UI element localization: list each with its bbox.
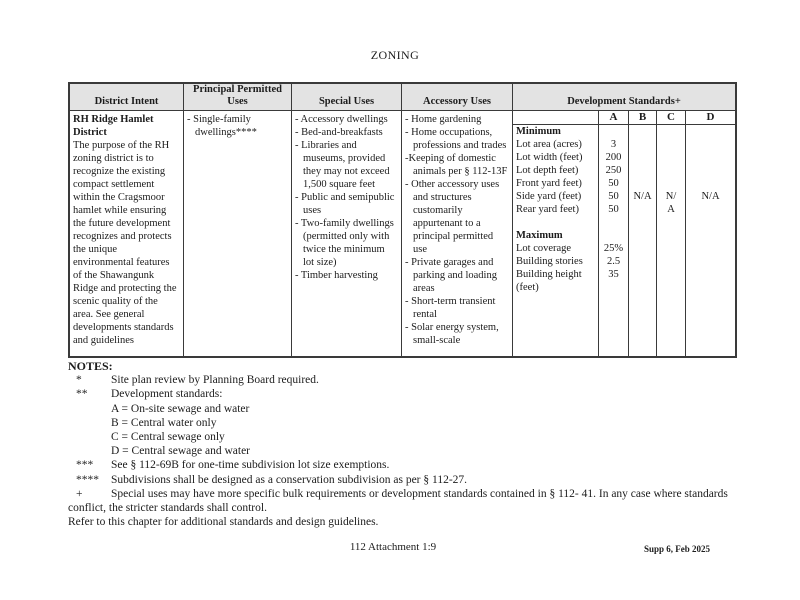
list-item: - Public and semipublic uses	[295, 192, 395, 216]
dev-row-label: Front yard feet)	[516, 178, 582, 189]
notes-section	[68, 359, 740, 529]
notes-trailer: Refer to this chapter for additional standards and design guidelines.	[68, 516, 379, 529]
note-text: Special uses may have more specific bulk requirements or development standards contained in § 112- 41. In any case where standards conflict, the stricter standards shall control.	[68, 487, 728, 515]
dev-value-c	[657, 151, 685, 164]
dev-value-d	[686, 268, 735, 281]
dev-row-label: Lot area (acres)	[516, 139, 582, 150]
cell-special-uses	[292, 111, 401, 356]
note-marker	[68, 416, 111, 430]
dev-value-b	[629, 203, 656, 216]
header-accessory-uses: Accessory Uses	[402, 84, 512, 111]
header-special-uses: Special Uses	[292, 84, 401, 111]
dev-standards-subheader-d: D	[686, 111, 735, 125]
list-item: - Solar energy system, small-scale	[405, 322, 499, 346]
column-development-standards	[513, 84, 735, 356]
dev-standards-subheader-b: B	[629, 111, 656, 125]
dev-value-c	[657, 242, 685, 255]
dev-standards-column-c	[656, 111, 685, 356]
column-accessory-uses	[402, 84, 513, 356]
dev-value-c	[657, 177, 685, 190]
dev-value-a	[599, 216, 628, 229]
dev-value-b	[629, 177, 656, 190]
note-row	[68, 402, 740, 416]
dev-value-a: 3	[610, 139, 617, 150]
page-title: ZONING	[370, 48, 420, 62]
dev-row-label	[513, 216, 598, 229]
dev-row-label: Side yard (feet)	[516, 191, 582, 202]
dev-value-d	[686, 138, 735, 151]
header-district-intent: District Intent	[70, 84, 183, 111]
dev-value-d	[686, 164, 735, 177]
dev-standards-subheader-blank	[513, 111, 598, 125]
note-row	[68, 416, 740, 430]
dev-value-d	[686, 177, 735, 190]
dev-value-c	[657, 164, 685, 177]
note-marker: *	[76, 374, 82, 387]
note-row	[68, 444, 740, 458]
dev-row-label: (feet)	[516, 282, 539, 293]
dev-value-b	[629, 242, 656, 255]
note-marker: **	[76, 388, 88, 401]
list-item: - Home occupations, professions and trades	[405, 127, 507, 151]
cell-principal-permitted-uses	[184, 111, 291, 356]
dev-value-d	[686, 255, 735, 268]
note-row	[68, 430, 740, 444]
dev-row-label: Building stories	[516, 256, 583, 267]
dev-value-b	[629, 255, 656, 268]
dev-value-c	[657, 125, 685, 138]
dev-row-label: Lot coverage	[516, 243, 572, 254]
zoning-table	[68, 82, 737, 358]
dev-row-label: Maximum	[516, 230, 563, 241]
dev-value-d	[686, 281, 735, 294]
list-item: - Private garages and parking and loading areas	[405, 257, 497, 294]
dev-value-b: N/A	[633, 191, 652, 202]
dev-value-c	[657, 216, 685, 229]
column-principal-permitted-uses	[184, 84, 292, 356]
note-text: A = On-site sewage and water	[111, 402, 250, 415]
dev-value-d	[686, 229, 735, 242]
dev-row-label: Minimum	[516, 126, 561, 137]
dev-value-c	[657, 281, 685, 294]
note-row	[68, 473, 740, 487]
dev-value-c	[657, 138, 685, 151]
dev-standards-subheader-c: C	[657, 111, 685, 125]
note-marker: ***	[76, 459, 94, 472]
note-row	[68, 387, 740, 401]
note-row	[68, 487, 740, 515]
dev-value-c	[657, 268, 685, 281]
note-marker: +	[76, 487, 83, 500]
note-text: Subdivisions shall be designed as a conservation subdivision as per § 112-27.	[111, 473, 468, 486]
dev-standards-label-column	[513, 111, 598, 356]
notes-heading: NOTES:	[68, 359, 113, 373]
list-item: - Libraries and museums, provided they may not exceed 1,500 square feet	[295, 140, 390, 190]
dev-standards-column-b	[628, 111, 656, 356]
dev-value-d	[686, 242, 735, 255]
list-item: - Short-term transient rental	[405, 296, 496, 320]
dev-value-a	[599, 125, 628, 138]
cell-district-intent	[70, 111, 183, 356]
list-item: -Keeping of domestic animals per § 112-13F	[405, 153, 508, 177]
footer-attachment-label: 112 Attachment 1:9	[349, 541, 437, 553]
cell-accessory-uses	[402, 111, 512, 356]
dev-standards-subheader-a: A	[599, 111, 628, 125]
note-text: See § 112-69B for one-time subdivision lot size exemptions.	[111, 459, 390, 472]
list-item: - Bed-and-breakfasts	[295, 127, 383, 138]
dev-value-d	[686, 151, 735, 164]
list-item: - Timber harvesting	[295, 270, 378, 281]
dev-value-b	[629, 268, 656, 281]
footer-supp-label: Supp 6, Feb 2025	[643, 544, 710, 554]
list-item: - Single-family dwellings****	[187, 114, 257, 138]
note-text: Development standards:	[111, 388, 223, 401]
dev-value-d	[686, 125, 735, 138]
dev-value-a: 50	[608, 191, 619, 202]
district-name: RH Ridge Hamlet District	[73, 114, 154, 138]
list-item: - Other accessory uses and structures customarily appurtenant to a principal permitted use	[405, 179, 500, 255]
dev-value-b	[629, 216, 656, 229]
dev-value-b	[629, 164, 656, 177]
dev-value-a: 250	[605, 165, 622, 176]
dev-value-d	[686, 203, 735, 216]
dev-row-label: Lot width (feet)	[516, 152, 583, 163]
list-item: - Accessory dwellings	[295, 114, 388, 125]
note-text: B = Central water only	[111, 416, 217, 429]
list-item: - Two-family dwellings (permitted only with twice the minimum lot size)	[295, 218, 394, 268]
dev-value-b	[629, 125, 656, 138]
note-row	[68, 458, 740, 472]
list-item: - Home gardening	[405, 114, 482, 125]
dev-standards-column-d	[685, 111, 735, 356]
note-marker	[68, 444, 111, 458]
dev-value-a	[599, 229, 628, 242]
dev-row-label: Lot depth feet)	[516, 165, 579, 176]
note-marker: ****	[76, 473, 99, 486]
note-marker	[68, 430, 111, 444]
dev-value-a: 35	[608, 269, 619, 280]
dev-value-a: 200	[605, 152, 622, 163]
dev-value-b	[629, 229, 656, 242]
district-description: The purpose of the RH zoning district is to recognize the existing compact settlement within the Cragsmoor hamlet while ensuring the future development recognizes and protects the unique environmental features of the Shawangunk Ridge and protecting the scenic quality of the area. See general developments standards and guidelines	[73, 140, 177, 346]
dev-value-b	[629, 151, 656, 164]
note-text: Site plan review by Planning Board required.	[111, 374, 319, 387]
dev-value-d	[686, 216, 735, 229]
dev-value-b	[629, 281, 656, 294]
note-text: C = Central sewage only	[111, 431, 225, 444]
column-special-uses	[292, 84, 402, 356]
dev-value-a: 50	[608, 204, 619, 215]
column-district-intent	[70, 84, 184, 356]
header-development-standards: Development Standards+	[513, 84, 735, 111]
dev-value-c	[657, 229, 685, 242]
header-principal-permitted-uses: Principal Permitted Uses	[184, 84, 291, 111]
dev-value-b	[629, 138, 656, 151]
dev-value-d: N/A	[701, 191, 720, 202]
development-standards-grid	[513, 111, 735, 356]
dev-value-a: 50	[608, 178, 619, 189]
note-text: D = Central sewage and water	[111, 445, 250, 458]
dev-standards-column-a	[598, 111, 628, 356]
dev-value-a: 2.5	[606, 256, 621, 267]
dev-value-a: 25%	[603, 243, 624, 254]
dev-value-c	[657, 255, 685, 268]
note-marker	[68, 402, 111, 416]
dev-row-label: Building height	[516, 269, 582, 280]
dev-value-c: A	[667, 204, 675, 215]
dev-row-label: Rear yard feet)	[516, 204, 579, 215]
note-row	[68, 373, 740, 387]
dev-value-c: N/	[665, 191, 677, 202]
dev-value-a	[599, 281, 628, 294]
